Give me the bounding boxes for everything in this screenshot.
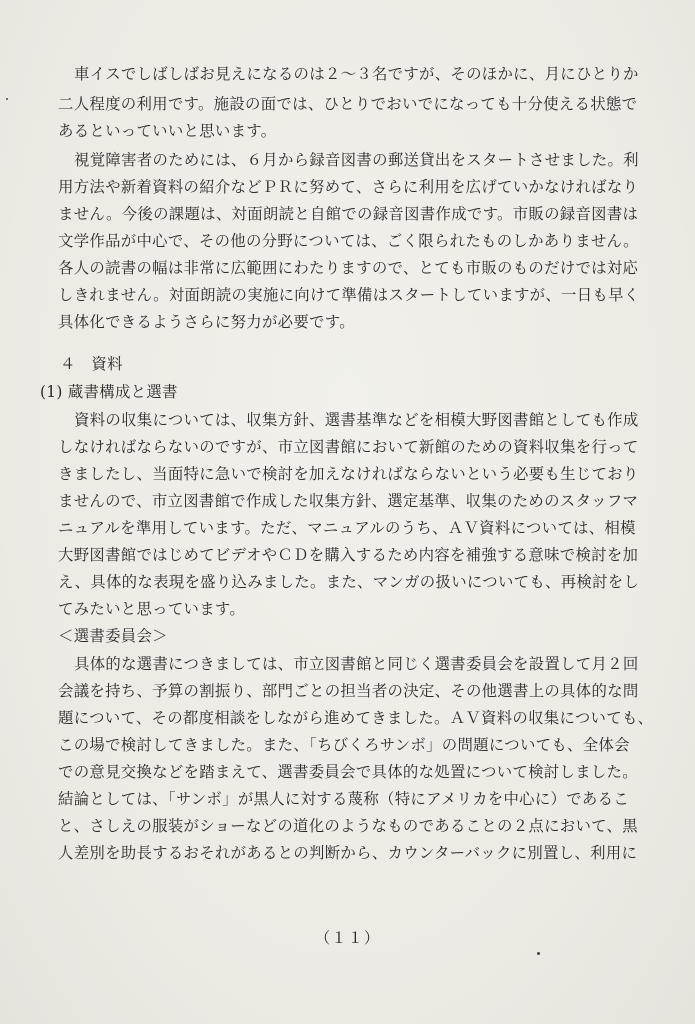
paragraph-line: での意見交換などを踏まえて、選書委員会で具体的な処置について検討しました。 [58,763,638,781]
paragraph-line: ニュアルを準用しています。ただ、マニュアルのうち、ＡＶ資料については、相模 [58,519,636,537]
page-number: （１１） [314,929,381,947]
paragraph-line: 具体的な選書につきましては、市立図書館と同じく選書委員会を設置して月２回 [74,655,639,673]
committee-heading: ＜選書委員会＞ [58,627,168,645]
paragraph-line: 人差別を助長するおそれがあるとの判断から、カウンターバックに別置し、利用に [58,844,638,862]
paragraph-line: 会議を持ち、予算の割振り、部門ごとの担当者の決定、その他選書上の具体的な問 [58,682,639,700]
paragraph-line: 資料の収集については、収集方針、選書基準などを相模大野図書館としても作成 [74,411,639,429]
paragraph-line: 文学作品が中心で、その他の分野については、ごく限られたものしかありません。 [58,232,639,250]
paragraph-line: え、具体的な表現を盛り込みました。また、マンガの扱いについても、再検討をし [58,573,640,591]
paragraph-line: 結論としては、「サンボ」が黒人に対する蔑称（特にアメリカを中心に）であるこ [58,790,630,808]
paragraph-line: てみたいと思っています。 [58,600,246,618]
subsection-heading: (1) 蔵書構成と選書 [40,383,178,401]
paragraph-line: 二人程度の利用です。施設の面では、ひとりでおいでになっても十分使える状態で [58,95,638,113]
paragraph-line: と、さしえの服装がショーなどの道化のようなものであることの２点において、黒 [58,817,638,835]
paragraph-line: 大野図書館ではじめてビデオやＣＤを購入するため内容を補強する意味で検討を加 [58,546,639,564]
paragraph-line: 視覚障害者のためには、６月から録音図書の郵送貸出をスタートさせました。利 [74,151,639,169]
paragraph-line: しきれません。対面朗読の実施に向けて準備はスタートしていますが、一日も早く [58,286,640,304]
paragraph-line: 具体化できるようさらに努力が必要です。 [58,313,355,331]
paragraph-line: この場で検討してきました。また、「ちびくろサンボ」の問題についても、全体会 [58,736,630,754]
paragraph-line: 各人の読書の幅は非常に広範囲にわたりますので、とても市販のものだけでは対応 [58,259,639,277]
paragraph-line: 用方法や新着資料の紹介などＰＲに努めて、さらに利用を広げていかなければなり [58,178,639,196]
scan-speck [537,952,540,955]
paragraph-line: きましたし、当面特に急いで検討を加えなければならないという必要も生じており [58,465,639,483]
scan-speck [6,98,8,100]
paragraph-line: ません。今後の課題は、対面朗読と自館での録音図書作成です。市販の録音図書は [58,205,639,223]
paragraph-line: ませんので、市立図書館で作成した収集方針、選定基準、収集のためのスタッフマ [58,492,639,510]
paragraph-line: 車イスでしばしばお見えになるのは２〜３名ですが、そのほかに、月にひとりか [74,65,639,83]
paragraph-line: あるといっていいと思います。 [58,122,277,140]
section-heading: ４ 資料 [60,355,123,373]
paragraph-line: 題について、その都度相談をしながら進めてきました。ＡＶ資料の収集についても、 [58,709,654,727]
paragraph-line: しなければならないのですが、市立図書館において新館のための資料収集を行って [58,438,639,456]
